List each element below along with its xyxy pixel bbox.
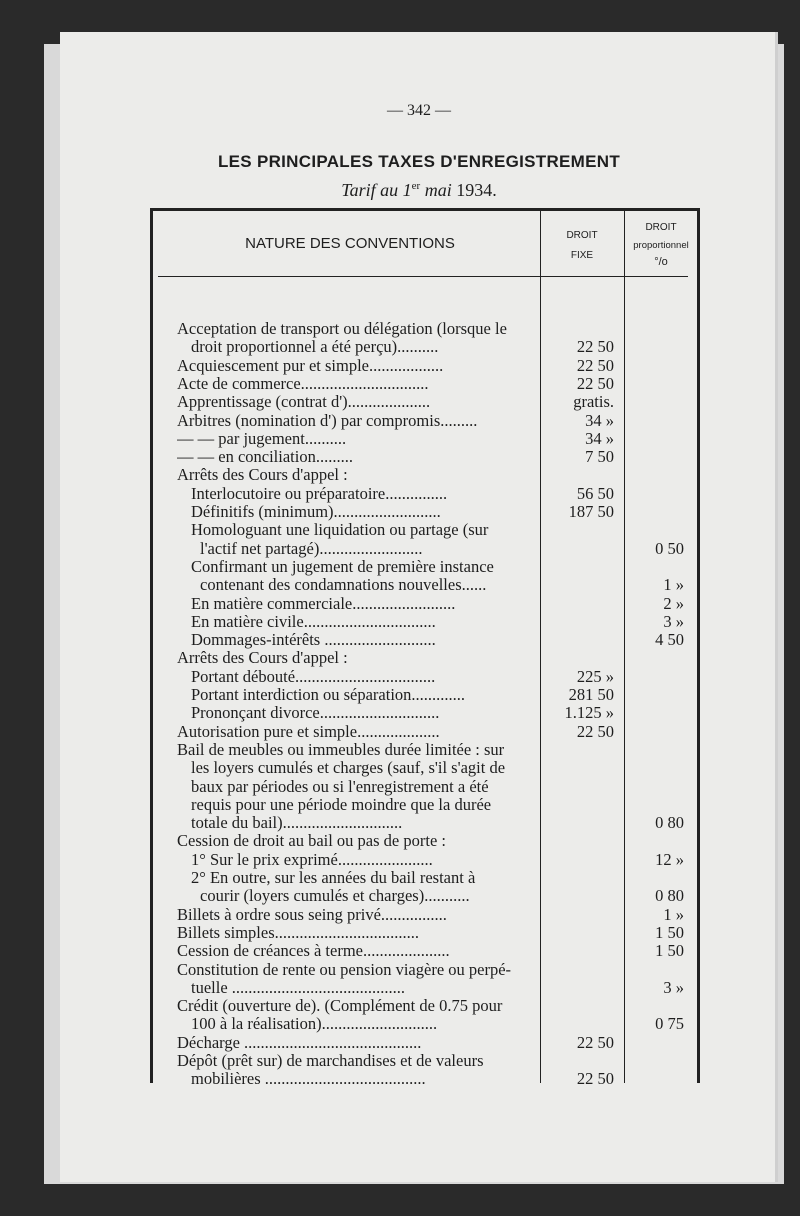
- table-row: [150, 1033, 700, 1052]
- table-row: [150, 941, 700, 960]
- subtitle-year: 1934.: [451, 180, 497, 200]
- table-top-border: [150, 208, 700, 211]
- row-description: les loyers cumulés et charges (sauf, s'il s'agit de: [191, 758, 506, 778]
- row-description: Dommages-intérêts ...........................: [191, 630, 436, 650]
- table-row: [150, 319, 700, 338]
- header-prop-1: DROIT: [645, 222, 677, 233]
- row-droit-proportionnel: 3 »: [663, 977, 684, 997]
- row-droit-proportionnel: 0 75: [655, 1014, 684, 1034]
- subtitle-month: mai: [420, 180, 452, 200]
- row-droit-fixe: 22 50: [576, 337, 614, 357]
- row-description: Acte de commerce...............................: [177, 373, 429, 393]
- subtitle-prefix: Tarif: [341, 180, 376, 200]
- table-row: [150, 740, 700, 759]
- row-description: Portant interdiction ou séparation.............: [191, 685, 466, 704]
- row-description: 2° En outre, sur les années du bail restant à: [191, 868, 476, 887]
- row-droit-proportionnel: 0 50: [655, 538, 684, 558]
- table-row: [150, 392, 700, 411]
- table-row: [150, 374, 700, 393]
- row-droit-proportionnel: 0 80: [655, 813, 684, 833]
- row-description: baux par périodes ou si l'enregistrement a été: [191, 776, 489, 796]
- row-description: Autorisation pure et simple....................: [177, 721, 440, 741]
- row-description: tuelle ..........................................: [191, 977, 406, 997]
- table-row: [150, 868, 700, 887]
- row-description: requis pour une période moindre que la durée: [191, 794, 492, 814]
- row-droit-fixe: 22 50: [576, 355, 614, 375]
- table-row: [150, 539, 700, 558]
- row-description: Cession de créances à terme.....................: [177, 941, 450, 961]
- document-page: [60, 32, 778, 1182]
- table-row: [150, 594, 700, 613]
- table-row: [150, 850, 700, 869]
- table-row: [150, 905, 700, 924]
- header-fixe-1: DROIT: [566, 230, 598, 241]
- table-row: [150, 886, 700, 905]
- table-row: [150, 557, 700, 576]
- tax-table: [150, 208, 700, 1089]
- row-droit-fixe: 34 »: [585, 428, 614, 448]
- row-droit-fixe: 187 50: [568, 502, 614, 521]
- row-description: Décharge ...........................................: [177, 1032, 422, 1052]
- row-droit-fixe: 281 50: [568, 685, 614, 704]
- row-droit-fixe: 22 50: [576, 721, 614, 741]
- row-description: 1° Sur le prix exprimé.......................: [191, 849, 433, 869]
- table-row: [150, 648, 700, 667]
- table-row: [150, 831, 700, 850]
- table-row: [150, 996, 700, 1015]
- table-row: [150, 411, 700, 430]
- row-droit-proportionnel: 0 80: [655, 886, 684, 906]
- row-description: Prononçant divorce.............................: [191, 703, 440, 723]
- row-description: — — en conciliation.........: [177, 447, 353, 467]
- row-description: Crédit (ouverture de). (Complément de 0.75 pour: [177, 996, 503, 1016]
- row-droit-proportionnel: 1 50: [655, 922, 684, 942]
- header-prop-3: °/o: [654, 256, 668, 268]
- table-row: [150, 795, 700, 814]
- table-row: [150, 356, 700, 375]
- row-description: droit proportionnel a été perçu)..........: [191, 337, 439, 357]
- row-description: Acquiescement pur et simple..................: [177, 355, 444, 375]
- header-prop-2: proportionnel: [633, 240, 689, 251]
- row-description: mobilières .......................................: [191, 1069, 426, 1089]
- table-row: [150, 612, 700, 631]
- page-subtitle: [60, 180, 778, 201]
- row-description: Apprentissage (contrat d')....................: [177, 392, 431, 412]
- table-row: [150, 813, 700, 832]
- table-row: [150, 722, 700, 741]
- subtitle-sup: er: [411, 180, 421, 192]
- row-description: — — par jugement..........: [177, 428, 347, 448]
- row-droit-fixe: 56 50: [576, 483, 614, 503]
- row-droit-fixe: 22 50: [576, 1032, 614, 1052]
- row-description: Définitifs (minimum)..........................: [191, 502, 441, 521]
- row-description: Dépôt (prêt sur) de marchandises et de valeurs: [177, 1051, 484, 1070]
- row-droit-fixe: 22 50: [576, 1069, 614, 1089]
- table-row: [150, 447, 700, 466]
- row-description: courir (loyers cumulés et charges)...........: [200, 886, 470, 906]
- row-droit-proportionnel: 1 »: [663, 575, 684, 595]
- table-row: [150, 429, 700, 448]
- header-fixe-2: FIXE: [570, 250, 594, 261]
- row-description: Portant débouté..................................: [191, 666, 436, 686]
- row-droit-fixe: 225 »: [576, 666, 614, 686]
- table-row: [150, 337, 700, 356]
- table-row: [150, 1069, 700, 1088]
- table-row: [150, 465, 700, 484]
- row-droit-proportionnel: 4 50: [655, 630, 684, 650]
- table-row: [150, 484, 700, 503]
- row-description: contenant des condamnations nouvelles......: [200, 575, 487, 595]
- table-row: [150, 520, 700, 539]
- row-droit-fixe: 22 50: [576, 373, 614, 393]
- row-droit-fixe: gratis.: [573, 392, 614, 412]
- row-droit-proportionnel: 12 »: [655, 849, 684, 869]
- subtitle-mid: au 1: [375, 180, 412, 200]
- row-droit-proportionnel: 3 »: [663, 611, 684, 631]
- table-row: [150, 575, 700, 594]
- table-row: [150, 1014, 700, 1033]
- row-description: En matière civile................................: [191, 611, 436, 631]
- table-row: [150, 630, 700, 649]
- row-description: l'actif net partagé).........................: [200, 538, 423, 558]
- table-row: [150, 667, 700, 686]
- row-description: Arbitres (nomination d') par compromis.........: [177, 410, 478, 430]
- row-description: Billets simples...................................: [177, 922, 420, 942]
- row-description: 100 à la réalisation)............................: [191, 1014, 438, 1034]
- table-row: [150, 960, 700, 979]
- row-description: En matière commerciale.........................: [191, 593, 456, 613]
- table-row: [150, 502, 700, 521]
- row-description: Arrêts des Cours d'appel :: [177, 465, 348, 485]
- table-row: [150, 777, 700, 796]
- row-droit-fixe: 34 »: [585, 410, 614, 430]
- row-description: Arrêts des Cours d'appel :: [177, 648, 348, 668]
- row-droit-proportionnel: 1 »: [663, 904, 684, 924]
- row-description: totale du bail).............................: [191, 813, 403, 833]
- row-description: Interlocutoire ou préparatoire...............: [191, 483, 448, 503]
- row-description: Homologuant une liquidation ou partage (sur: [191, 520, 489, 540]
- table-row: [150, 758, 700, 777]
- header-separator: [158, 276, 688, 277]
- header-nature: NATURE DES CONVENTIONS: [245, 235, 455, 252]
- row-droit-fixe: 7 50: [585, 447, 614, 467]
- row-description: Billets à ordre sous seing privé................: [177, 904, 447, 924]
- row-description: Bail de meubles ou immeubles durée limitée : sur: [177, 739, 505, 759]
- table-row: [150, 685, 700, 704]
- row-description: Confirmant un jugement de première instance: [191, 556, 494, 576]
- table-row: [150, 923, 700, 942]
- page-number: — 342 —: [387, 102, 451, 119]
- row-droit-fixe: 1.125 »: [564, 703, 614, 723]
- table-row: [150, 1051, 700, 1070]
- table-row: [150, 703, 700, 722]
- row-description: Acceptation de transport ou délégation (lorsque le: [177, 319, 507, 338]
- row-droit-proportionnel: 2 »: [663, 593, 684, 613]
- row-droit-proportionnel: 1 50: [655, 941, 684, 961]
- table-row: [150, 978, 700, 997]
- row-description: Constitution de rente ou pension viagère ou perpé-: [177, 959, 512, 979]
- row-description: Cession de droit au bail ou pas de porte :: [177, 831, 446, 851]
- page-title: LES PRINCIPALES TAXES D'ENREGISTREMENT: [217, 152, 621, 171]
